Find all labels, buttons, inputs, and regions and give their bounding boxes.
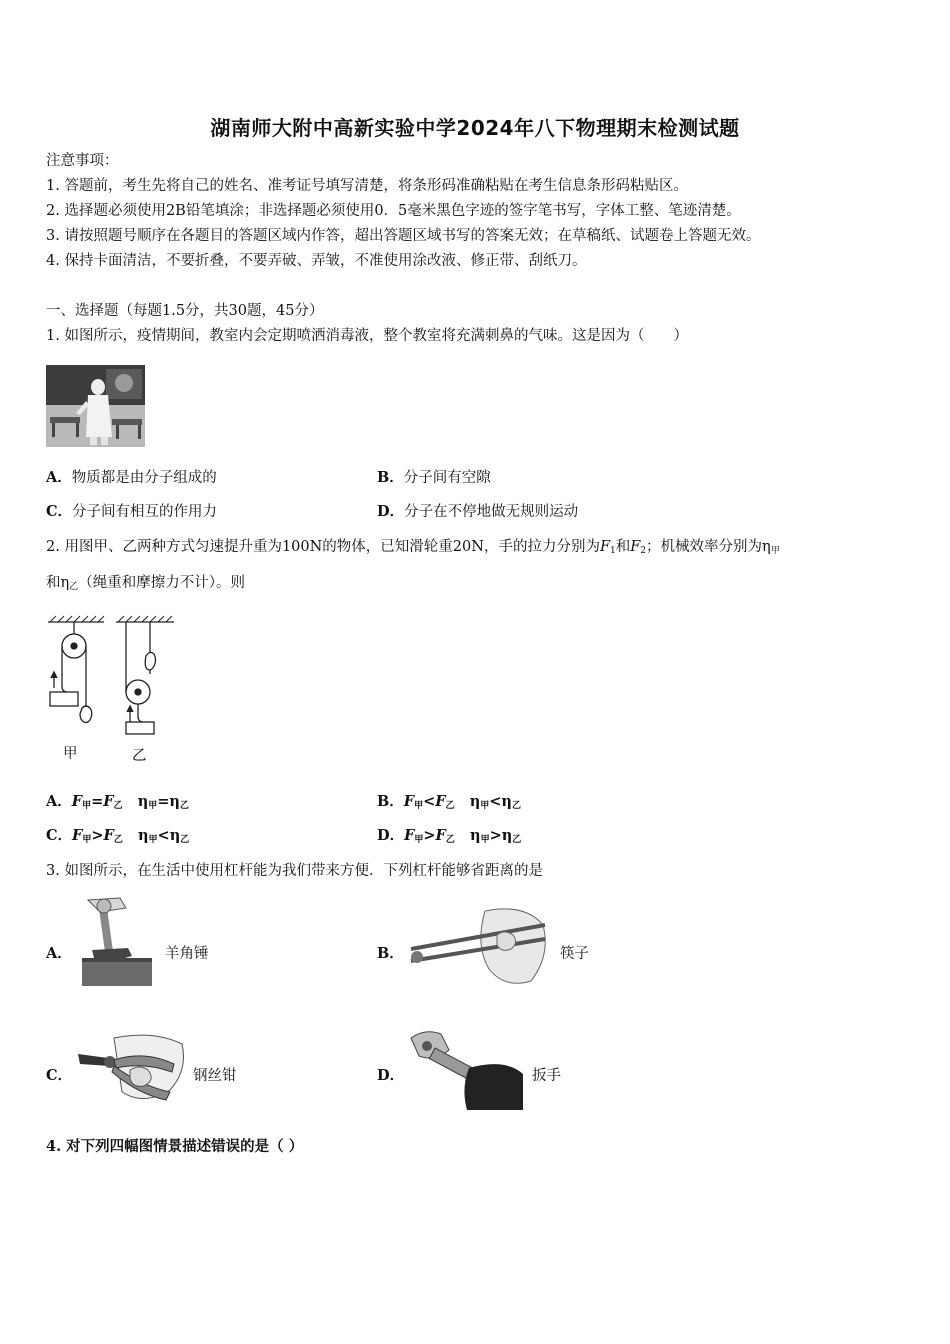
option-label: C． <box>46 827 73 844</box>
section-heading: 一、选择题（每题1.5分，共30题，45分） <box>46 303 324 319</box>
option-1a[interactable] <box>46 468 217 488</box>
eta-symbol: η <box>169 793 180 810</box>
stem-text: 和 <box>46 575 61 591</box>
subscript: 甲 <box>480 835 490 845</box>
figure-label-yi: 乙 <box>132 748 147 764</box>
subscript: 2 <box>640 546 647 556</box>
question-4-stem: 4. 对下列四幅图情景描述错误的是（ ） <box>46 1138 304 1155</box>
relation: < <box>423 793 436 810</box>
option-2d[interactable] <box>377 826 521 850</box>
subscript: 甲 <box>82 835 92 845</box>
notice-item: 2. 选择题必须使用2B铅笔填涂；非选择题必须使用0．5毫米黑色字迹的签字笔书写，字体工整、笔迹清楚。 <box>46 203 741 219</box>
force-symbol: F <box>404 827 415 844</box>
subscript: 乙 <box>113 835 123 845</box>
force-symbol: F <box>72 827 83 844</box>
subscript: 甲 <box>770 546 780 556</box>
eta-symbol: η <box>169 827 181 844</box>
eta-symbol: η <box>469 793 481 810</box>
subscript: 甲 <box>480 801 490 811</box>
relation: > <box>423 827 436 844</box>
notice-item: 3. 请按照题号顺序在各题目的答题区域内作答，超出答题区域书写的答案无效；在草稿纸、试题卷上答题无效。 <box>46 228 761 244</box>
force-symbol: F <box>103 793 114 810</box>
force-symbol: F <box>403 793 415 810</box>
subscript: 1 <box>610 546 616 556</box>
subscript: 乙 <box>113 801 123 811</box>
wrench-image <box>405 1028 527 1110</box>
option-label: B． <box>377 793 404 810</box>
relation: < <box>489 793 502 810</box>
eta-symbol: η <box>762 539 771 555</box>
option-label: D． <box>377 827 405 844</box>
eta-symbol: η <box>470 827 481 844</box>
eta-symbol: η <box>137 793 149 810</box>
force-symbol: F <box>599 539 611 555</box>
classroom-disinfection-photo <box>46 365 145 447</box>
option-3b-text: 筷子 <box>560 946 589 962</box>
subscript: 甲 <box>82 801 92 811</box>
option-text: 分子间有相互的作用力 <box>72 504 218 520</box>
force-symbol: F <box>630 539 641 555</box>
relation: = <box>157 793 170 810</box>
option-3a-text: 羊角锤 <box>165 946 209 962</box>
option-1d[interactable] <box>377 502 578 522</box>
subscript: 甲 <box>148 801 158 811</box>
subscript: 甲 <box>414 835 424 845</box>
option-2b[interactable] <box>377 792 521 816</box>
option-label: A． <box>46 469 72 486</box>
option-3a-label[interactable]: A． <box>46 945 72 962</box>
relation: = <box>91 793 104 810</box>
subscript: 乙 <box>69 582 79 592</box>
option-3b-label[interactable]: B． <box>377 945 404 962</box>
subscript: 乙 <box>511 801 521 811</box>
relation: > <box>489 827 502 844</box>
force-symbol: F <box>103 827 114 844</box>
question-2-stem-line1 <box>46 537 780 561</box>
subscript: 甲 <box>414 801 424 811</box>
eta-symbol: η <box>501 793 512 810</box>
subscript: 乙 <box>180 835 190 845</box>
option-text: 分子间有空隙 <box>403 470 491 486</box>
eta-symbol: η <box>60 575 70 591</box>
option-2a[interactable] <box>46 792 189 816</box>
question-3-stem: 3. 如图所示，在生活中使用杠杆能为我们带来方便．下列杠杆能够省距离的是 <box>46 863 543 879</box>
stem-text: 2. 用图甲、乙两种方式匀速提升重为100N的物体，已知滑轮重20N，手的拉力分别为 <box>46 539 600 555</box>
option-2c[interactable] <box>46 826 189 850</box>
page-title: 湖南师大附中高新实验中学2024年八下物理期末检测试题 <box>210 116 740 140</box>
option-label: D． <box>377 503 405 520</box>
stem-text: （绳重和摩擦力不计）。则 <box>78 575 245 591</box>
option-3d-text: 扳手 <box>532 1068 561 1084</box>
question-1-stem: 1. 如图所示，疫情期间，教室内会定期喷洒消毒液，整个教室将充满刺鼻的气味。这是因为（ ） <box>46 328 688 344</box>
option-3d-label[interactable]: D． <box>377 1067 405 1084</box>
stem-text: 和 <box>615 539 631 555</box>
subscript: 甲 <box>148 835 158 845</box>
option-text: 分子在不停地做无规则运动 <box>404 504 579 520</box>
option-1c[interactable] <box>46 502 217 522</box>
figure-label-jia: 甲 <box>63 746 78 762</box>
option-3c-label[interactable]: C． <box>46 1067 73 1084</box>
claw-hammer-image <box>80 896 155 988</box>
relation: < <box>157 827 170 844</box>
subscript: 乙 <box>512 835 522 845</box>
option-label: C． <box>46 503 73 520</box>
chopsticks-image <box>405 905 550 990</box>
force-symbol: F <box>435 827 446 844</box>
stem-text: ；机械效率分别为 <box>646 539 763 555</box>
option-label: A． <box>46 793 72 810</box>
eta-symbol: η <box>137 827 149 844</box>
subscript: 乙 <box>179 801 189 811</box>
option-1b[interactable] <box>377 468 491 488</box>
option-3c-text: 钢丝钳 <box>193 1068 237 1084</box>
question-2-stem-line2 <box>46 573 245 597</box>
notice-item: 4. 保持卡面清洁，不要折叠，不要弄破、弄皱，不准使用涂改液、修正带、刮纸刀。 <box>46 253 587 269</box>
force-symbol: F <box>71 793 83 810</box>
subscript: 乙 <box>445 801 455 811</box>
option-text: 物质都是由分子组成的 <box>71 470 217 486</box>
notice-item: 1. 答题前，考生先将自己的姓名、准考证号填写清楚，将条形码准确粘贴在考生信息条形码粘贴区。 <box>46 178 688 194</box>
notice-heading: 注意事项： <box>46 153 119 169</box>
subscript: 乙 <box>445 835 455 845</box>
option-label: B． <box>377 469 404 486</box>
pliers-image <box>74 1030 189 1110</box>
relation: > <box>91 827 104 844</box>
eta-symbol: η <box>501 827 513 844</box>
force-symbol: F <box>435 793 446 810</box>
